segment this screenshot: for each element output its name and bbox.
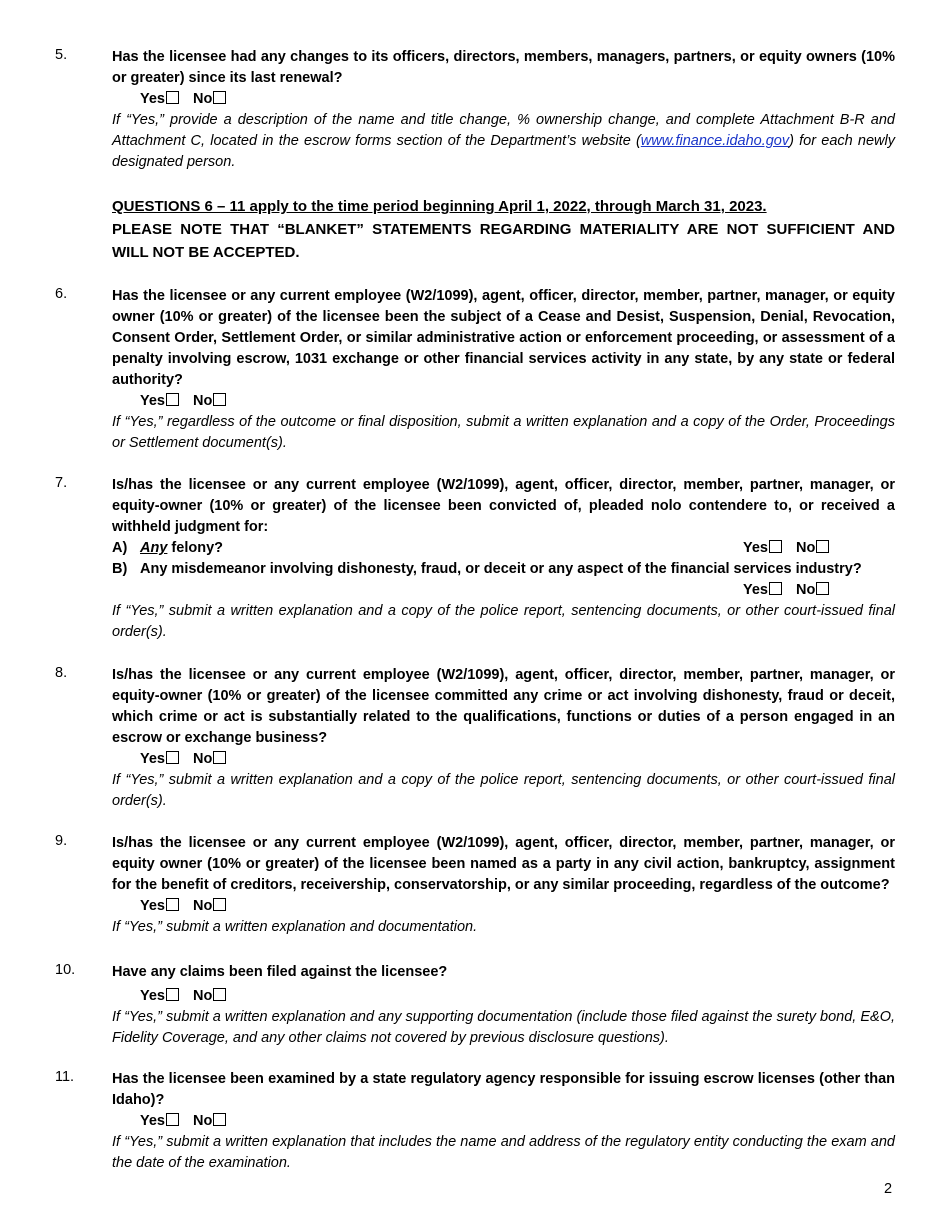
question-note <box>112 917 895 938</box>
sub-label: B) <box>112 561 128 577</box>
question-6 <box>55 286 895 454</box>
question-10 <box>55 962 895 1049</box>
sub-label: A) <box>112 540 128 556</box>
yes-label: Yes <box>140 393 165 409</box>
page-number: 2 <box>884 1181 893 1197</box>
no-label: No <box>193 898 213 914</box>
no-checkbox[interactable] <box>816 582 829 595</box>
no-label: No <box>796 540 816 556</box>
question-number: 8. <box>55 665 68 681</box>
yes-no-options <box>112 580 895 601</box>
question-5 <box>55 47 895 173</box>
question-note <box>112 1132 895 1174</box>
no-checkbox[interactable] <box>816 540 829 553</box>
yes-checkbox[interactable] <box>769 540 782 553</box>
question-note <box>112 770 895 812</box>
section-header <box>112 195 895 264</box>
yes-no-options <box>140 391 895 412</box>
no-label: No <box>193 91 213 107</box>
yes-no-options <box>140 749 895 770</box>
no-checkbox[interactable] <box>213 393 226 406</box>
note-text: If “Yes,” submit a written explanation and any supporting documentation (include those filed against the surety bond, E&O, Fidelity Coverage, and any other claims not covered by previous disclosure questions). <box>112 1009 895 1046</box>
sub-text: felony? <box>167 540 223 556</box>
question-7 <box>55 475 895 643</box>
question-number: 11. <box>55 1069 75 1085</box>
question-text: Has the licensee been examined by a state regulatory agency responsible for issuing escrow licenses (other than Idaho)? <box>112 1071 895 1108</box>
question-number: 9. <box>55 833 68 849</box>
emphasis-any: Any <box>140 540 168 556</box>
question-number: 10. <box>55 962 76 978</box>
question-note <box>112 1007 895 1049</box>
question-note <box>112 601 895 643</box>
sub-question-a <box>112 538 895 559</box>
yes-checkbox[interactable] <box>166 898 179 911</box>
no-checkbox[interactable] <box>213 751 226 764</box>
time-period-heading: QUESTIONS 6 – 11 apply to the time period beginning April 1, 2022, through March 31, 2023. <box>112 198 767 215</box>
question-text: Have any claims been filed against the licensee? <box>112 964 448 980</box>
yes-no-options <box>140 896 895 917</box>
note-text: If “Yes,” submit a written explanation and a copy of the police report, sentencing documents, or other court-issued final order(s). <box>112 772 895 809</box>
question-number: 6. <box>55 286 68 302</box>
question-text: Is/has the licensee or any current employee (W2/1099), agent, officer, director, member, partner, manager, or equity-owner (10% or greater) of the licensee committed any crime or act involving dishonesty, fraud or deceit, which crime or act is substantially related to the qualifications, functions or duties of a person engaged in an escrow or exchange business? <box>112 667 895 746</box>
yes-checkbox[interactable] <box>166 393 179 406</box>
note-text: If “Yes,” submit a written explanation and documentation. <box>112 919 478 935</box>
note-text-end: ) for each newly designated person. <box>112 133 895 170</box>
yes-checkbox[interactable] <box>166 91 179 104</box>
yes-no-options <box>140 1111 895 1132</box>
yes-no-options <box>140 986 895 1007</box>
note-text: If “Yes,” provide a description of the name and title change, % ownership change, and complete Attachment B-R and Attachment C, located in the escrow forms section of the Department’s website ( <box>112 112 895 149</box>
no-label: No <box>193 393 213 409</box>
no-checkbox[interactable] <box>213 988 226 1001</box>
no-label: No <box>796 582 816 598</box>
note-text: If “Yes,” submit a written explanation and a copy of the police report, sentencing documents, or other court-issued final order(s). <box>112 603 895 640</box>
question-11 <box>55 1069 895 1174</box>
sub-question-b <box>112 559 895 580</box>
yes-checkbox[interactable] <box>166 1113 179 1126</box>
yes-label: Yes <box>743 582 768 598</box>
sub-text: Any misdemeanor involving dishonesty, fraud, or deceit or any aspect of the financial services industry? <box>140 561 862 577</box>
yes-no-options <box>140 89 895 110</box>
no-label: No <box>193 988 213 1004</box>
no-checkbox[interactable] <box>213 898 226 911</box>
question-text: Has the licensee or any current employee (W2/1099), agent, officer, director, member, partner, manager, or equity owner (10% or greater) of the licensee been the subject of a Cease and Desist, Suspension, Denial, Revocation, Consent Order, Settlement Order, or similar administrative action or enforcement proceeding, or assessment of a penalty involving escrow, 1031 exchange or other financial services activity in any state, by any state or federal authority? <box>112 288 895 388</box>
no-checkbox[interactable] <box>213 1113 226 1126</box>
question-note <box>112 412 895 454</box>
yes-no-options <box>743 538 843 559</box>
blanket-statement-notice: PLEASE NOTE THAT “BLANKET” STATEMENTS REGARDING MATERIALITY ARE NOT SUFFICIENT AND WILL NOT BE ACCEPTED. <box>112 221 895 261</box>
question-number: 5. <box>55 47 68 63</box>
question-text: Is/has the licensee or any current employee (W2/1099), agent, officer, director, member, partner, manager, or equity-owner (10% or greater) of the licensee been convicted of, pleaded nolo contendere to, or received a withheld judgment for: <box>112 477 895 535</box>
question-number: 7. <box>55 475 68 491</box>
note-text: If “Yes,” regardless of the outcome or final disposition, submit a written explanation and a copy of the Order, Proceedings or Settlement document(s). <box>112 414 895 451</box>
question-note <box>112 110 895 173</box>
question-9 <box>55 833 895 938</box>
yes-label: Yes <box>140 988 165 1004</box>
yes-label: Yes <box>140 898 165 914</box>
no-label: No <box>193 1113 213 1129</box>
yes-label: Yes <box>140 91 165 107</box>
no-label: No <box>193 751 213 767</box>
yes-label: Yes <box>140 1113 165 1129</box>
yes-checkbox[interactable] <box>166 751 179 764</box>
no-checkbox[interactable] <box>213 91 226 104</box>
yes-label: Yes <box>743 540 768 556</box>
question-text: Is/has the licensee or any current employee (W2/1099), agent, officer, director, member, partner, manager, or equity owner (10% or greater) of the licensee been named as a party in any civil action, bankruptcy, assignment for the benefit of creditors, receivership, conservatorship, or any similar proceeding, regardless of the outcome? <box>112 835 895 893</box>
yes-checkbox[interactable] <box>166 988 179 1001</box>
yes-label: Yes <box>140 751 165 767</box>
yes-checkbox[interactable] <box>769 582 782 595</box>
question-text: Has the licensee had any changes to its officers, directors, members, managers, partners, or equity owners (10% or greater) since its last renewal? <box>112 49 895 86</box>
question-8 <box>55 665 895 812</box>
finance-website-link[interactable]: www.finance.idaho.gov <box>640 133 790 149</box>
note-text: If “Yes,” submit a written explanation that includes the name and address of the regulatory entity conducting the exam and the date of the examination. <box>112 1134 895 1171</box>
